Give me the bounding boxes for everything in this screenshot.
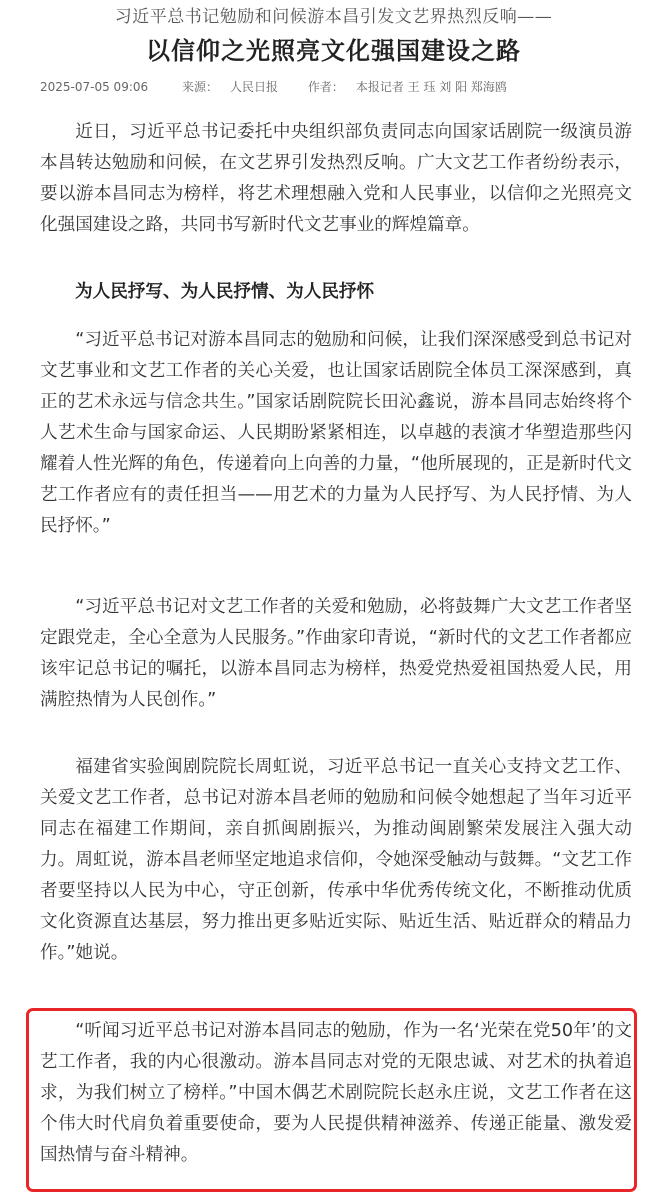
article-meta [40,79,507,95]
lead-paragraph: 近日，习近平总书记委托中央组织部负责同志向国家话剧院一级演员游本昌转达勉励和问候，在文艺界引发热烈反响。广大文艺工作者纷纷表示，要以游本昌同志为榜样，将艺术理想融入党和人民事业，以信仰之光照亮文化强国建设之路，共同书写新时代文艺事业的辉煌篇章。 [40,122,632,235]
author-label: 作者： [307,80,344,94]
body-paragraph: “习近平总书记对游本昌同志的勉励和问候，让我们深深感受到总书记对文艺事业和文艺工作者的关心关爱，也让国家话剧院全体员工深深感到，真正的艺术永远与信念共生。”国家话剧院院长田沁鑫说，游本昌同志始终将个人艺术生命与国家命运、人民期盼紧紧相连，以卓越的表演才华塑造那些闪耀着人性光辉的角色，传递着向上向善的力量，“他所展现的，正是新时代文艺工作者应有的责任担当——用艺术的力量为人民抒写、为人民抒情、为人民抒怀。” [40,330,632,536]
section-heading: 为人民抒写、为人民抒情、为人民抒怀 [75,282,375,302]
author-names: 本报记者 王 珏 刘 阳 郑海鸥 [355,80,507,94]
body-paragraph: 福建省实验闽剧院院长周虹说，习近平总书记一直关心支持文艺工作、关爱文艺工作者，总书记对游本昌老师的勉励和问候令她想起了当年习近平同志在福建工作期间，亲自抓闽剧振兴，为推动闽剧繁荣发展注入强大动力。周虹说，游本昌老师坚定地追求信仰，令她深受触动与鼓舞。“文艺工作者要坚持以人民为中心，守正创新，传承中华优秀传统文化，不断推动优质文化资源直达基层，努力推出更多贴近实际、贴近生活、贴近群众的精品力作。”她说。 [40,757,632,963]
publish-datetime: 2025-07-05 09:06 [40,80,149,94]
article-subtitle: 习近平总书记勉励和问候游本昌引发文艺界热烈反响—— [114,7,553,27]
body-paragraph: “习近平总书记对文艺工作者的关爱和勉励，必将鼓舞广大文艺工作者坚定跟党走，全心全意为人民服务。”作曲家印青说，“新时代的文艺工作者都应该牢记总书记的嘱托，以游本昌同志为榜样，热爱党热爱祖国热爱人民，用满腔热情为人民创作。” [40,597,632,710]
highlighted-paragraph: “听闻习近平总书记对游本昌同志的勉励，作为一名‘光荣在党50年’的文艺工作者，我的内心很激动。游本昌同志对党的无限忠诚、对艺术的执着追求，为我们树立了榜样。”中国木偶艺术剧院院长赵永庄说，文艺工作者在这个伟大时代肩负着重要使命，要为人民提供精神滋养、传递正能量、激发爱国热情与奋斗精神。 [40,1021,632,1165]
article-title: 以信仰之光照亮文化强国建设之路 [146,36,521,65]
source-label: 来源： [181,80,218,94]
source-name[interactable]: 人民日报 [229,80,278,94]
